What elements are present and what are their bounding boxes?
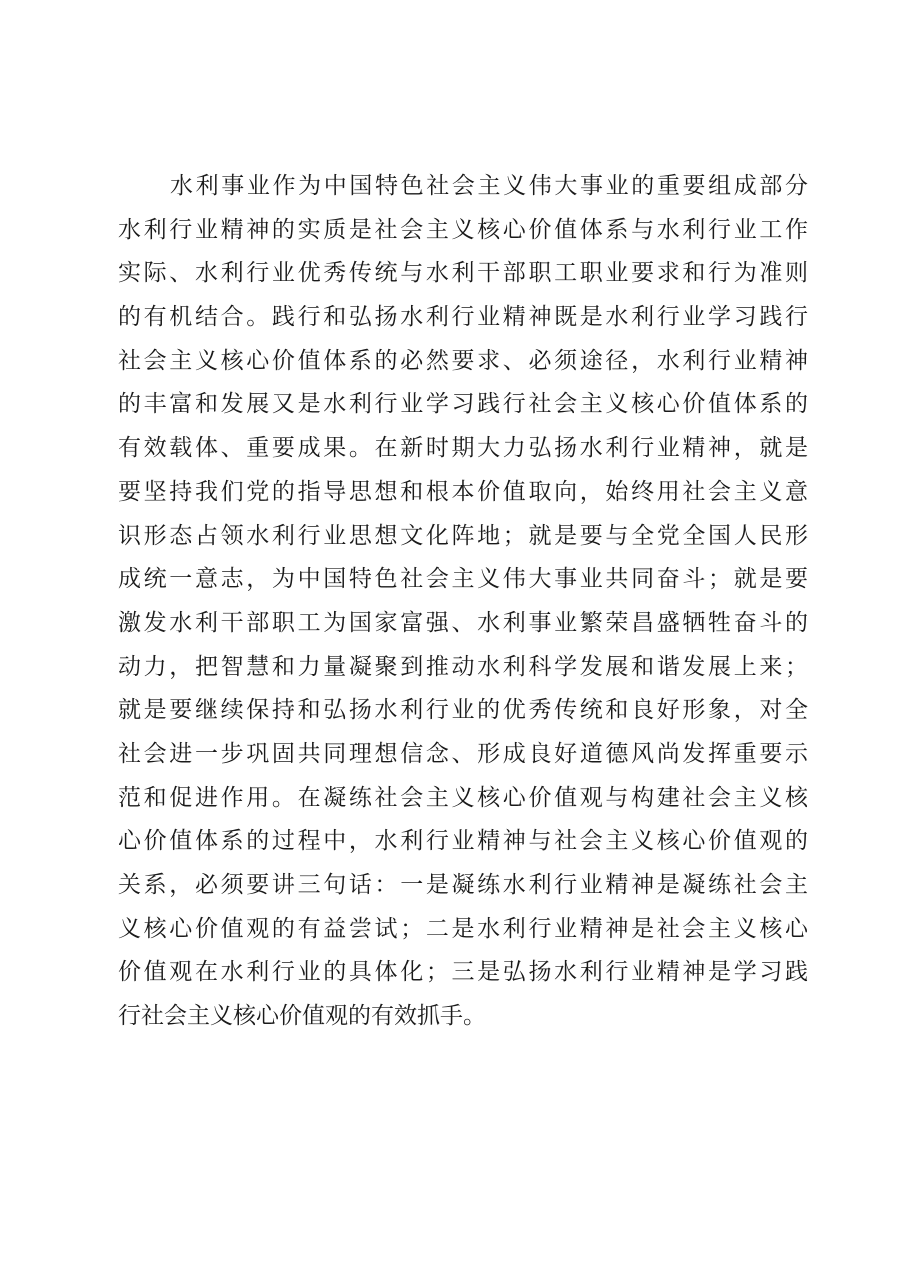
paragraph-line: 范和促进作用。在凝练社会主义核心价值观与构建社会主义核 [118,784,808,811]
paragraph-line: 激发水利干部职工为国家富强、水利事业繁荣昌盛牺牲奋斗的 [118,609,808,636]
paragraph-line: 义核心价值观的有益尝试；二是水利行业精神是社会主义核心 [118,915,808,942]
paragraph-line: 关系，必须要讲三句话：一是凝练水利行业精神是凝练社会主 [118,872,808,898]
paragraph-line: 行社会主义核心价值观的有效抓手。 [118,1003,486,1030]
paragraph-line: 心价值体系的过程中，水利行业精神与社会主义核心价值观的 [118,828,808,855]
paragraph-line: 社会主义核心价值体系的必然要求、必须途径，水利行业精神 [118,347,808,374]
paragraph-line: 水利行业精神的实质是社会主义核心价值体系与水利行业工作 [118,216,808,243]
paragraph-line: 有效载体、重要成果。在新时期大力弘扬水利行业精神，就是 [118,435,808,462]
paragraph-line: 就是要继续保持和弘扬水利行业的优秀传统和良好形象，对全 [118,697,808,724]
paragraph-line: 的有机结合。践行和弘扬水利行业精神既是水利行业学习践行 [118,304,808,331]
paragraph-line: 识形态占领水利行业思想文化阵地；就是要与全党全国人民形 [118,522,808,549]
paragraph-line: 价值观在水利行业的具体化；三是弘扬水利行业精神是学习践 [118,959,808,986]
paragraph-line: 要坚持我们党的指导思想和根本价值取向，始终用社会主义意 [118,478,808,505]
body-paragraph [118,165,808,1039]
paragraph-line: 实际、水利行业优秀传统与水利干部职工职业要求和行为准则 [118,260,808,287]
paragraph-line: 动力，把智慧和力量凝聚到推动水利科学发展和谐发展上来； [118,653,808,680]
paragraph-line: 的丰富和发展又是水利行业学习践行社会主义核心价值体系的 [118,391,808,418]
paragraph-line: 水利事业作为中国特色社会主义伟大事业的重要组成部分 [170,173,808,199]
paragraph-line: 成统一意志，为中国特色社会主义伟大事业共同奋斗；就是要 [118,566,808,593]
paragraph-line: 社会进一步巩固共同理想信念、形成良好道德风尚发挥重要示 [118,740,808,767]
